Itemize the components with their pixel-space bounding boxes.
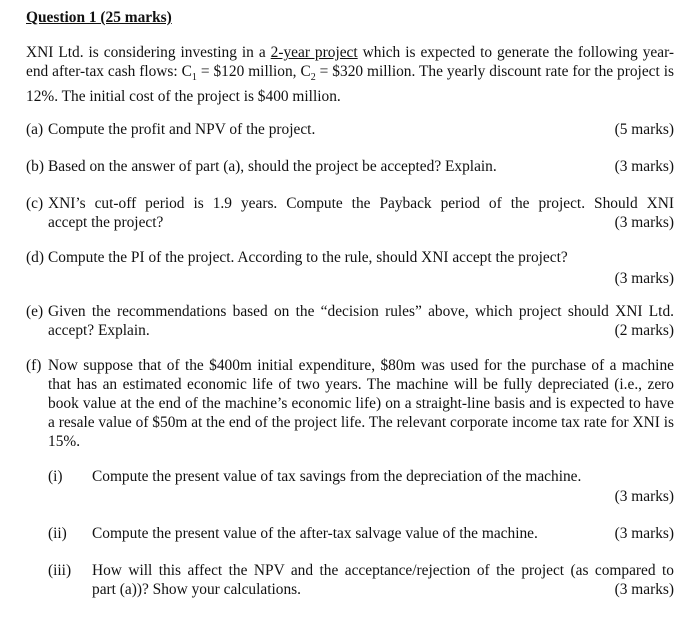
question-b-label: (b) bbox=[26, 158, 44, 175]
subquestion-ii-text: Compute the present value of the after-tax salvage value of the machine. bbox=[92, 525, 538, 542]
question-d-marks: (3 marks) bbox=[614, 270, 674, 287]
subquestion-i-label: (i) bbox=[48, 468, 63, 485]
question-e bbox=[26, 302, 674, 340]
subquestion-iii-marks: (3 marks) bbox=[614, 581, 674, 598]
question-d-text: Compute the PI of the project. According to the rule, should XNI accept the project? bbox=[48, 249, 568, 266]
subquestion-ii-label: (ii) bbox=[48, 525, 67, 542]
question-e-marks: (2 marks) bbox=[614, 322, 674, 339]
subquestion-i bbox=[48, 467, 674, 506]
subquestion-iii-label: (iii) bbox=[48, 562, 72, 579]
question-c-marks: (3 marks) bbox=[614, 214, 674, 231]
question-e-line1: Given the recommendations based on the “decision rules” above, which project should XNI Ltd. bbox=[48, 303, 674, 320]
question-c bbox=[26, 194, 674, 232]
intro-text-3: = $120 million, C bbox=[196, 63, 311, 80]
c2-subscript: 2 bbox=[310, 72, 316, 84]
question-c-line2: accept the project? bbox=[48, 214, 164, 231]
subquestion-iii-line2: part (a))? Show your calculations. bbox=[92, 581, 301, 598]
question-a bbox=[26, 120, 674, 139]
question-f-label: (f) bbox=[26, 357, 42, 374]
question-a-marks: (5 marks) bbox=[614, 121, 674, 138]
question-c-label: (c) bbox=[26, 195, 44, 212]
question-c-line1: XNI’s cut-off period is 1.9 years. Compute the Payback period of the project. Should XNI bbox=[48, 195, 674, 212]
subquestion-ii-marks: (3 marks) bbox=[614, 525, 674, 542]
intro-text-1: XNI Ltd. is considering investing in a bbox=[26, 44, 271, 61]
c1-subscript: 1 bbox=[191, 72, 197, 84]
question-f-text: Now suppose that of the $400m initial expenditure, $80m was used for the purchase of a machine that has an estimated economic life of two years. The machine will be fully depreciated (i.e., zero book value at the end of the machine’s economic life) on a straight-line basis and is expected to have a resale value of $50m at the end of the project life. The relevant corporate income tax rate for XNI is 15%. bbox=[48, 357, 674, 450]
question-e-line2: accept? Explain. bbox=[48, 322, 150, 339]
intro-text-2: which is expected to generate the following year-end after-tax cash flows: C bbox=[26, 44, 675, 80]
question-b-text: Based on the answer of part (a), should the project be accepted? Explain. bbox=[48, 158, 497, 175]
intro-paragraph bbox=[26, 43, 674, 106]
question-e-label: (e) bbox=[26, 303, 44, 320]
question-b-marks: (3 marks) bbox=[614, 158, 674, 175]
subquestion-i-text: Compute the present value of tax savings from the depreciation of the machine. bbox=[92, 468, 582, 485]
question-a-label: (a) bbox=[26, 121, 44, 138]
question-d bbox=[26, 248, 674, 288]
subquestion-i-marks: (3 marks) bbox=[614, 488, 674, 505]
subquestion-ii bbox=[48, 524, 674, 543]
intro-text-4: = $320 million. The yearly discount rate for the project is 12%. The initial cost of the project is $400 million. bbox=[26, 63, 674, 106]
intro-underlined: 2-year project bbox=[270, 44, 358, 61]
question-f bbox=[26, 356, 674, 451]
question-a-text: Compute the profit and NPV of the project. bbox=[48, 121, 316, 138]
subquestion-iii-line1: How will this affect the NPV and the acceptance/rejection of the project (as compared to bbox=[92, 562, 674, 579]
question-d-label: (d) bbox=[26, 249, 44, 266]
question-b bbox=[26, 157, 674, 176]
question-heading: Question 1 (25 marks) bbox=[26, 9, 172, 26]
subquestion-iii bbox=[48, 561, 674, 599]
